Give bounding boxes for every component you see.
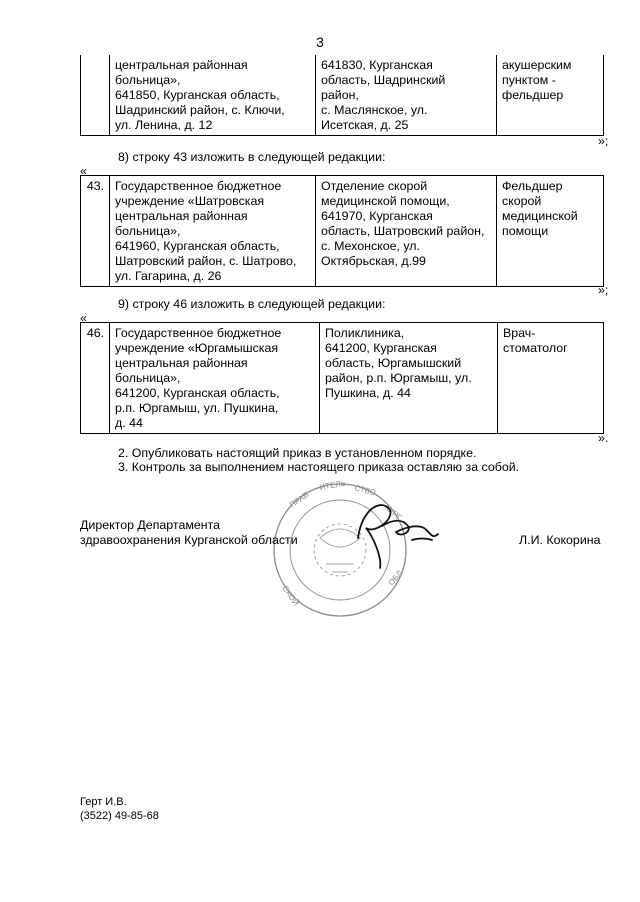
cell-unit: 641830, Курганская область, Шадринский район, с. Маслянское, ул. Исетская, д. 25 [316, 55, 497, 136]
svg-text:СТВО: СТВО [353, 483, 377, 498]
table-row [81, 176, 604, 287]
table-row-43 [80, 175, 604, 287]
item-8-heading: 8) строку 43 изложить в следующей редакции: [118, 150, 386, 164]
svg-text:ОБЛ: ОБЛ [386, 568, 405, 588]
cell-number: 46. [81, 323, 110, 434]
table-continuation [80, 55, 604, 136]
item-9-heading: 9) строку 46 изложить в следующей редакции: [118, 297, 386, 311]
table-row [81, 323, 604, 434]
cell-organization: Государственное бюджетное учреждение «Шатровская центральная районная больница», 641960, Курганская область, Шатровский район, с. Шатрово, ул. Гагарина, д. 26 [110, 176, 316, 287]
signatory-title-line-1: Директор Департамента [80, 518, 221, 532]
cell-number: 43. [81, 176, 110, 287]
cell-unit: Поликлиника, 641200, Курганская область, Юргамышский район, р.п. Юргамыш, ул. Пушкина, д. 44 [320, 323, 498, 434]
closing-quote: ». [598, 431, 609, 445]
table-row [81, 55, 604, 136]
cell-unit: Отделение скорой медицинской помощи, 641970, Курганская область, Шатровский район, с. Мехонское, ул. Октябрьская, д.99 [316, 176, 497, 287]
official-seal [262, 468, 462, 628]
cell-position: Фельдшер скорой медицинской помощи [497, 176, 604, 287]
cell-position: акушерским пунктом - фельдшер [497, 55, 604, 136]
executor-name: Герт И.В. [80, 796, 127, 808]
signatory-name: Л.И. Кокорина [519, 533, 601, 547]
signatory-title-line-2: здравоохранения Курганской области [80, 533, 298, 547]
paragraph-2: 2. Опубликовать настоящий приказ в установленном порядке. [118, 446, 477, 460]
svg-text:ПРАВ: ПРАВ [287, 490, 311, 510]
svg-text:СКОЙ: СКОЙ [280, 583, 301, 608]
page-number: 3 [316, 34, 324, 50]
cell-position: Врач- стоматолог [498, 323, 604, 434]
svg-text:КУРГ: КУРГ [382, 502, 404, 523]
cell-organization: центральная районная больница», 641850, Курганская область, Шадринский район, с. Ключи, ул. Ленина, д. 12 [110, 55, 316, 136]
closing-quote: »; [598, 134, 609, 148]
paragraph-3: 3. Контроль за выполнением настоящего приказа оставляю за собой. [118, 460, 520, 474]
opening-quote: « [80, 164, 87, 178]
executor-phone: (3522) 49-85-68 [80, 810, 159, 822]
cell-number [81, 55, 110, 136]
svg-text:ИТЕЛЬ: ИТЕЛЬ [318, 478, 347, 492]
opening-quote: « [80, 311, 87, 325]
cell-organization: Государственное бюджетное учреждение «Юргамышская центральная районная больница», 641200, Курганская область, р.п. Юргамыш, ул. Пушкина, д. 44 [110, 323, 320, 434]
table-row-46 [80, 322, 604, 434]
closing-quote: »; [598, 283, 609, 297]
